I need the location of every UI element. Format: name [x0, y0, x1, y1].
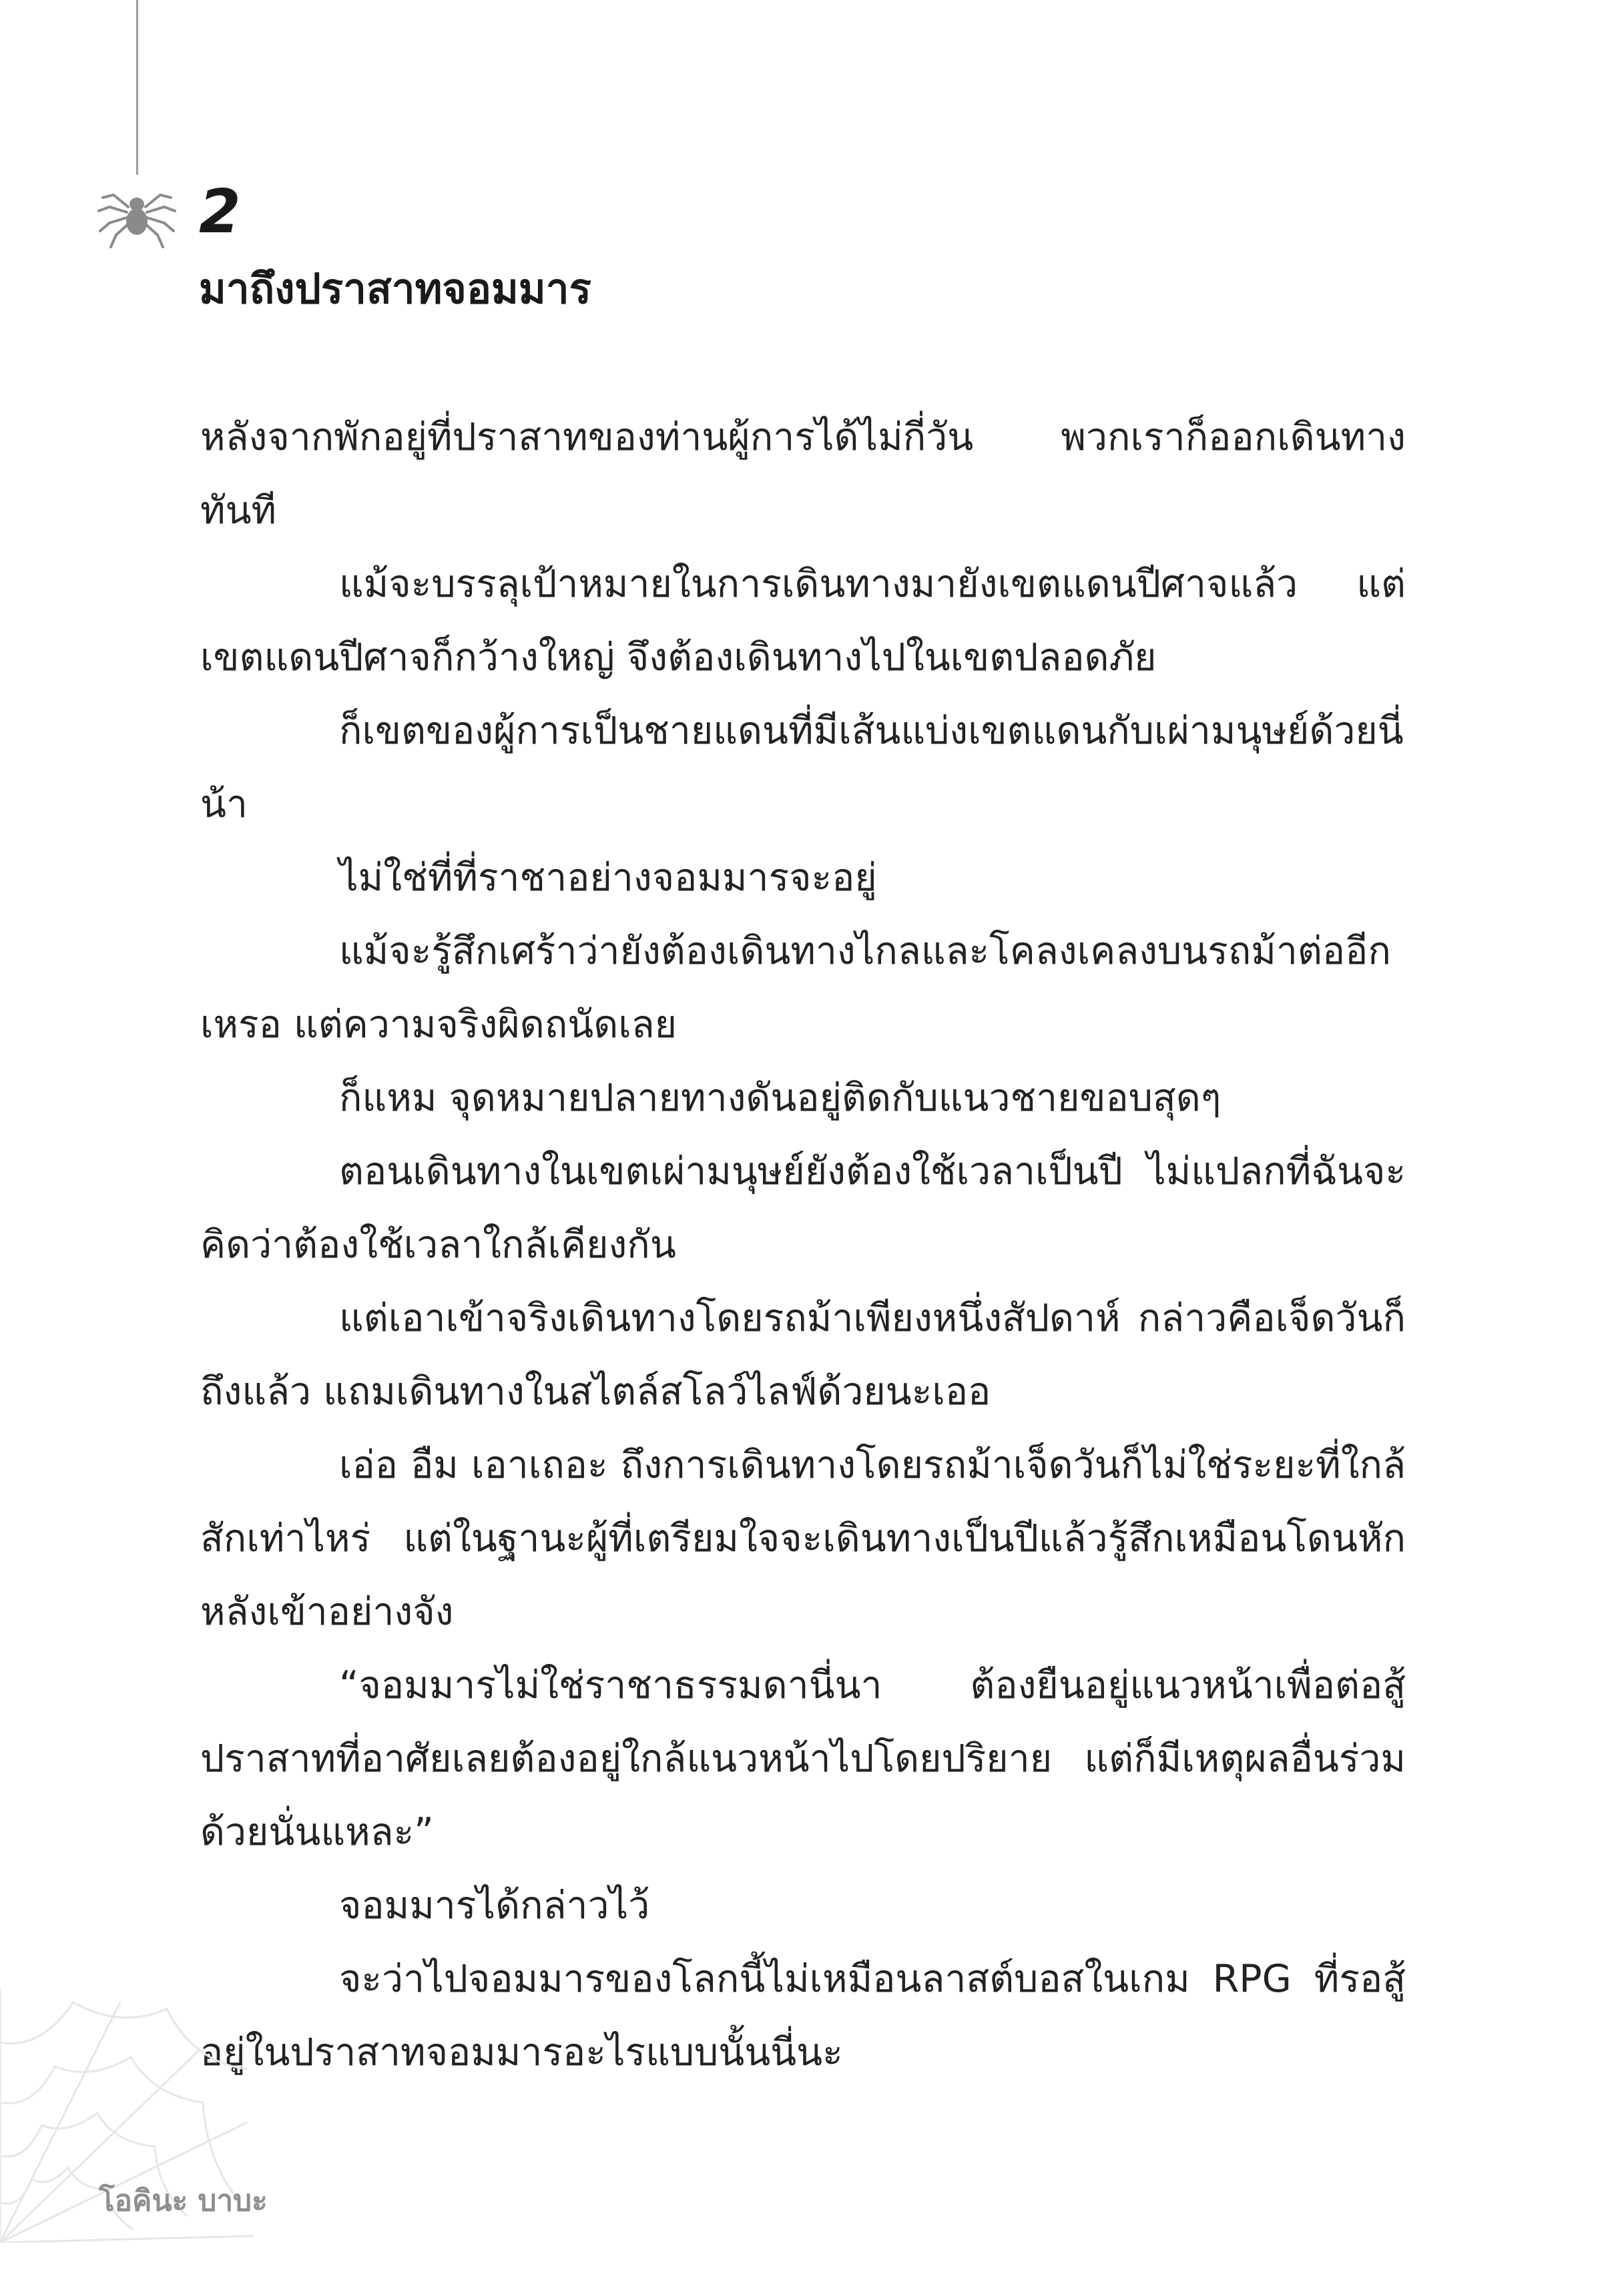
paragraph: จะว่าไปจอมมารของโลกนี้ไม่เหมือนลาสต์บอสในเกม RPG ที่รอสู้อยู่ในปราสาทจอมมารอะไรแบบนั้นนี่นะ: [200, 1957, 1406, 2074]
paragraph: แม้จะรู้สึกเศร้าว่ายังต้องเดินทางไกลและโคลงเคลงบนรถม้าต่ออีกเหรอ แต่ความจริงผิดถนัดเลย: [200, 929, 1391, 1047]
paragraph: จอมมารได้กล่าวไว้: [339, 1884, 650, 1928]
footer-author: โอคินะ บาบะ: [99, 2184, 268, 2218]
paragraph: แม้จะบรรลุเป้าหมายในการเดินทางมายังเขตแดนปีศาจแล้ว แต่เขตแดนปีศาจก็กว้างใหญ่ จึงต้องเดินทางไปในเขตปลอดภัย: [200, 562, 1406, 679]
paragraph: แต่เอาเข้าจริงเดินทางโดยรถม้าเพียงหนึ่งสัปดาห์ กล่าวคือเจ็ดวันก็ถึงแล้ว แถมเดินทางในสไตล์สโลว์ไลฟ์ด้วยนะเออ: [200, 1296, 1406, 1414]
paragraph: เอ่อ อืม เอาเถอะ ถึงการเดินทางโดยรถม้าเจ็ดวันก็ไม่ใช่ระยะที่ใกล้สักเท่าไหร่ แต่ในฐานะผู้ที่เตรียมใจจะเดินทางเป็นปีแล้วรู้สึกเหมือนโดนหักหลังเข้าอย่างจัง: [200, 1443, 1406, 1634]
paragraph: ก็แหม จุดหมายปลายทางดันอยู่ติดกับแนวชายขอบสุดๆ: [339, 1076, 1222, 1120]
chapter-body: [200, 400, 1406, 2089]
chapter-number: 2: [199, 177, 241, 247]
paragraph: “จอมมารไม่ใช่ราชาธรรมดานี่นา ต้องยืนอยู่แนวหน้าเพื่อต่อสู้ ปราสาทที่อาศัยเลยต้องอยู่ใกล้แนวหน้าไปโดยปริยาย แต่ก็มีเหตุผลอื่นร่วมด้วยนั่นแหละ”: [200, 1663, 1406, 1854]
chapter-title: มาถึงปราสาทจอมมาร: [199, 264, 591, 313]
paragraph: ไม่ใช่ที่ที่ราชาอย่างจอมมารจะอยู่: [339, 856, 877, 900]
paragraph: หลังจากพักอยู่ที่ปราสาทของท่านผู้การได้ไม่กี่วัน พวกเราก็ออกเดินทางทันที: [200, 415, 1406, 533]
paragraph: ตอนเดินทางในเขตเผ่ามนุษย์ยังต้องใช้เวลาเป็นปี ไม่แปลกที่ฉันจะคิดว่าต้องใช้เวลาใกล้เคียงกัน: [200, 1149, 1406, 1267]
spider-icon: [93, 168, 180, 255]
paragraph: ก็เขตของผู้การเป็นชายแดนที่มีเส้นแบ่งเขตแดนกับเผ่ามนุษย์ด้วยนี่น้า: [200, 709, 1404, 826]
spider-thread: [136, 0, 138, 175]
